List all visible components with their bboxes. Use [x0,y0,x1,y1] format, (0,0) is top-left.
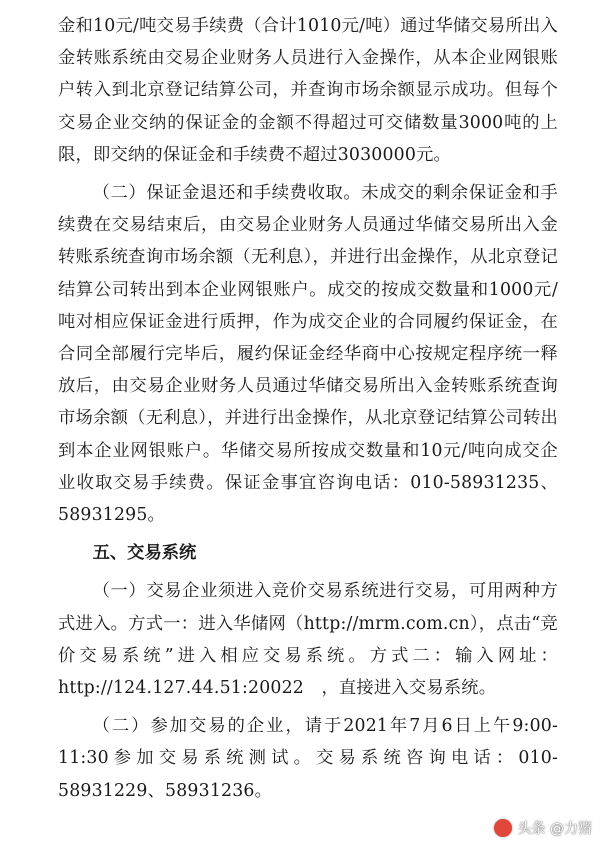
watermark-text: 头条 @力猪 [517,821,592,837]
section-heading-trading-system: 五、交易系统 [92,543,197,564]
watermark [494,818,592,838]
paragraph-deposit-refund: （二）保证金退还和手续费收取。未成交的剩余保证金和手续费在交易结束后，由交易企业财务人员通过华储交易所出入金转账系统查询市场余额（无利息），并进行出金操作，从北京登记结算公司转出到本企业网银账户。成交的按成交数量和1000元/吨对相应保证金进行质押，作为成交企业的合同履约保证金，在合同全部履行完毕后，履约保证金经华商中心按规定程序统一释放后，由交易企业财务人员通过华储交易所出入金转账系统查询市场余额（无利息），并进行出金操作，从北京登记结算公司转出到本企业网银账户。华储交易所按成交数量和10元/吨向成交企业收取交易手续费。保证金事宜咨询电话：010-58931235、58931295。 [58,183,558,526]
paragraph-system-test: （二）参加交易的企业，请于2021年7月6日上午9:00-11:30参加交易系统测试。交易系统咨询电话：010-58931229、58931236。 [58,716,558,801]
paragraph-deposit-fee: 金和10元/吨交易手续费（合计1010元/吨）通过华储交易所出入金转账系统由交易企业财务人员进行入金操作，从本企业网银账户转入到北京登记结算公司，并查询市场余额显示成功。但每个交易企业交纳的保证金的金额不得超过可交储数量3000吨的上限，即交纳的保证金和手续费不超过3030000元。 [58,16,558,165]
avatar-icon [494,819,512,837]
document-page [58,10,558,813]
paragraph-system-access: （一）交易企业须进入竞价交易系统进行交易，可用两种方式进入。方式一：进入华储网（http://mrm.com.cn），点击“竞价交易系统”进入相应交易系统。方式二：输入网址：http://124.127.44.51:20022 ，直接进入交易系统。 [58,581,558,699]
